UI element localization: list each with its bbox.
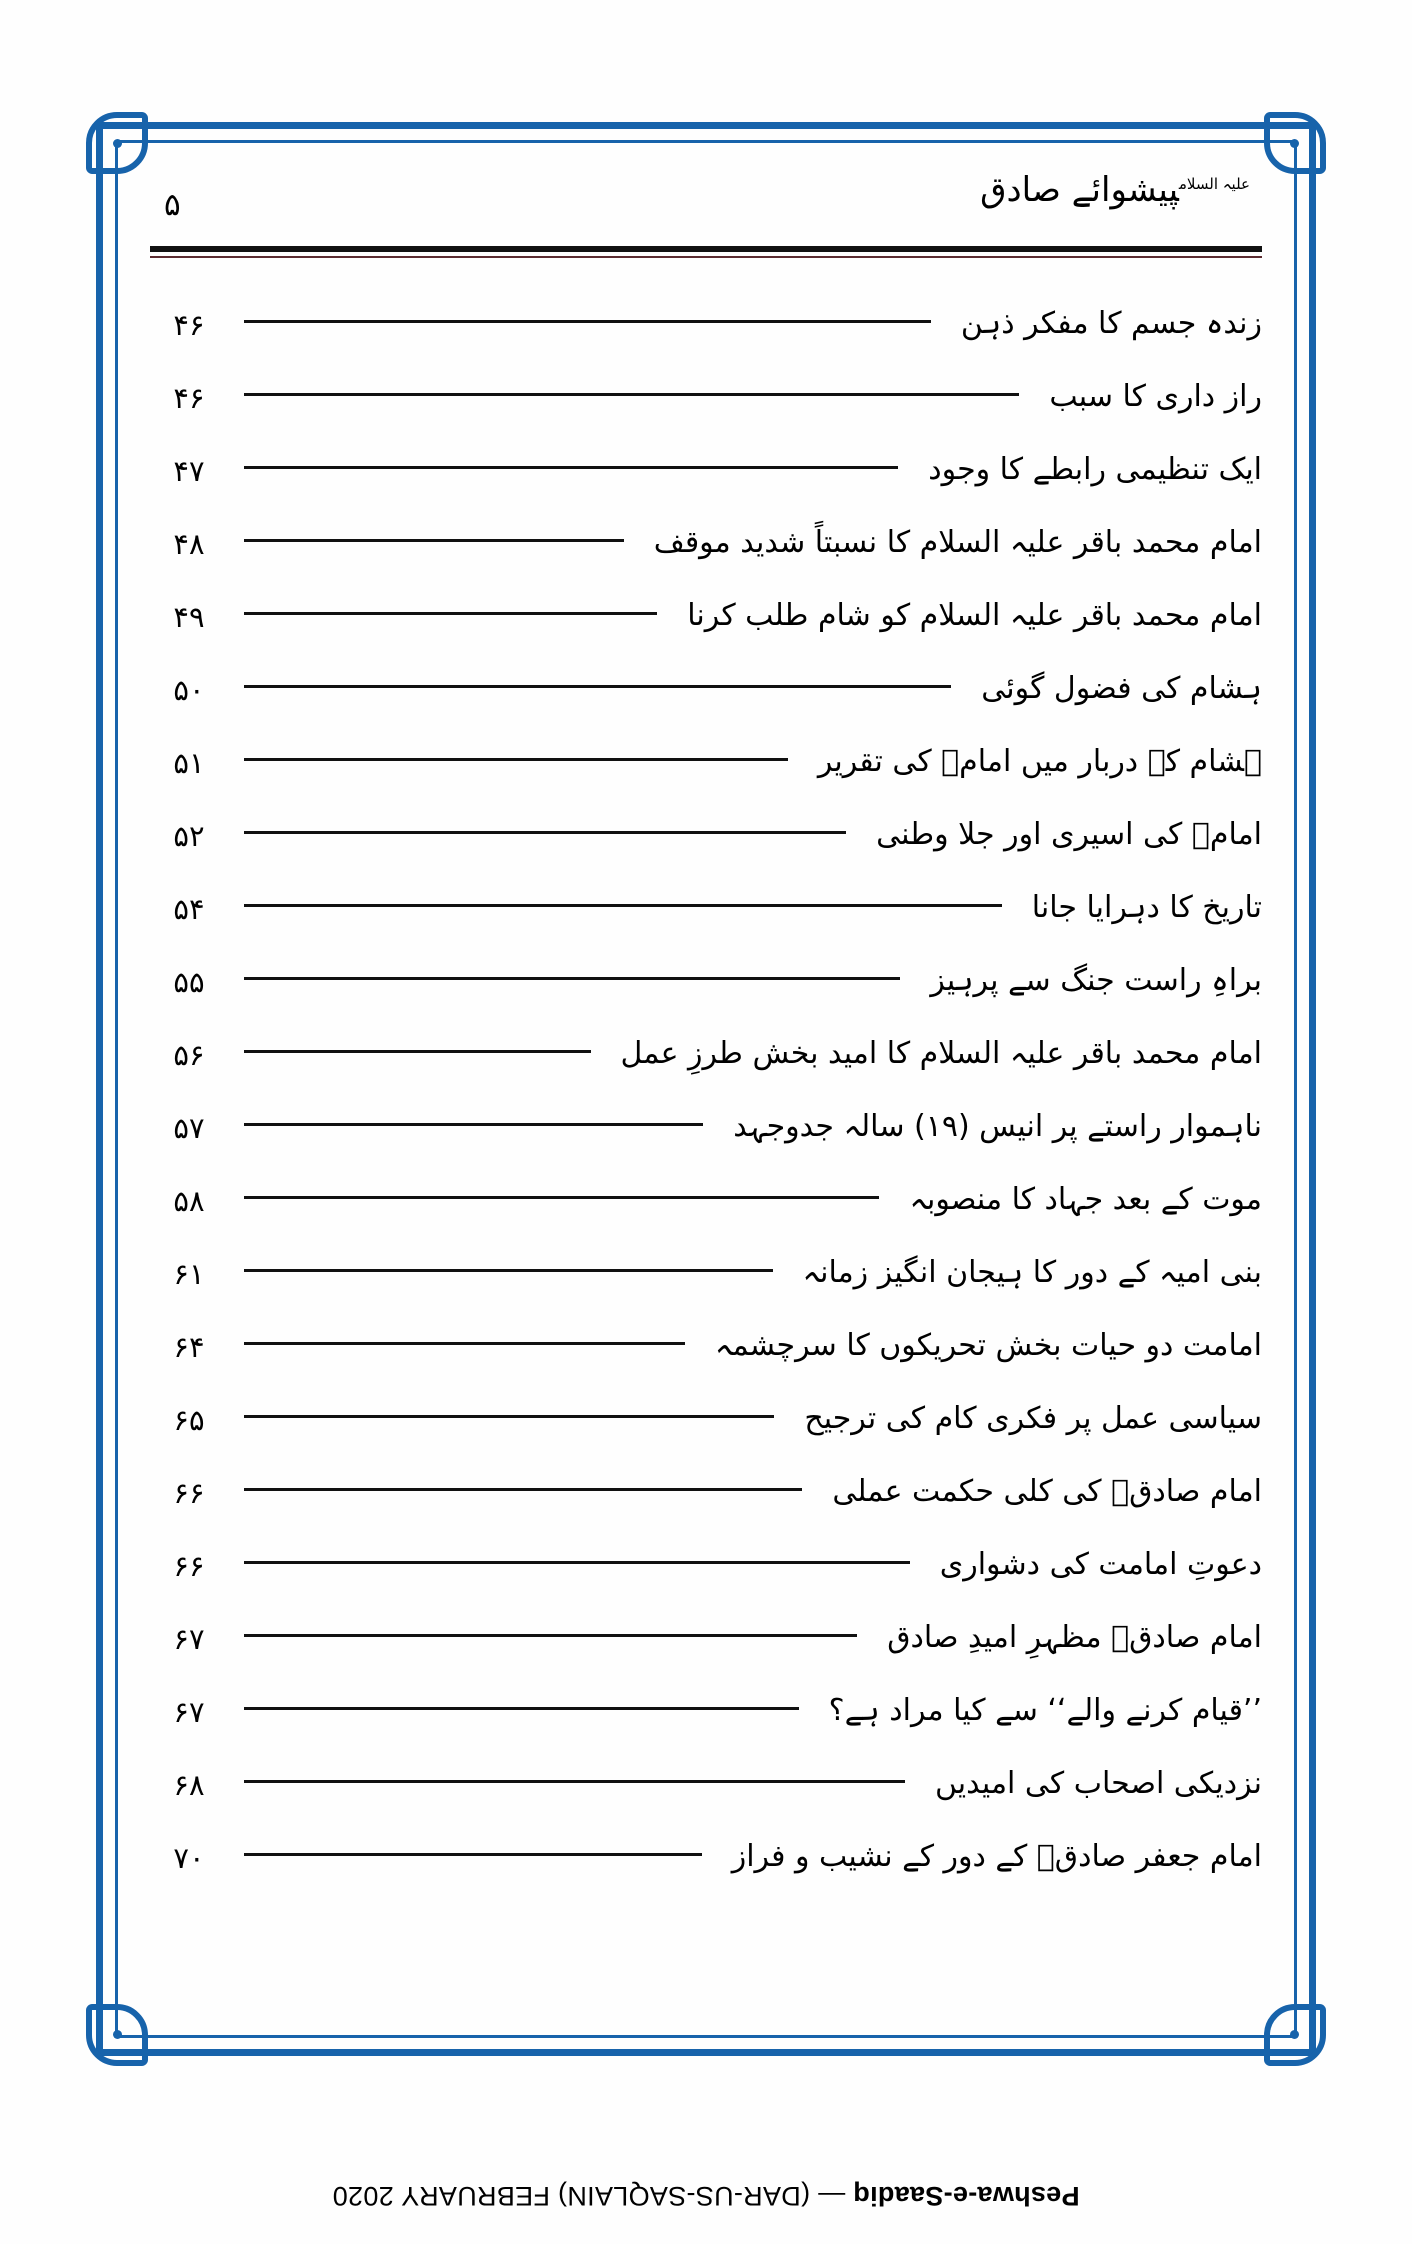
toc-entry[interactable] (150, 799, 1262, 872)
toc-entry[interactable] (150, 1602, 1262, 1675)
toc-leader-line (244, 1634, 857, 1637)
toc-entry-title: امامؑ کی اسیری اور جلا وطنی (876, 817, 1262, 853)
toc-entry-page-number: ۴۶ (173, 380, 205, 415)
toc-entry-title: ’’قیام کرنے والے‘‘ سے کیا مراد ہے؟ (828, 1693, 1262, 1729)
toc-entry-page-number: ۶۵ (173, 1402, 205, 1437)
book-title-text: پیشوائے صادق (980, 170, 1179, 210)
toc-leader-line (244, 1050, 591, 1053)
toc-leader-line (244, 466, 898, 469)
toc-entry[interactable] (150, 1748, 1262, 1821)
honorific-label: علیہ السلام (1178, 174, 1250, 193)
toc-entry-title: امام صادقؑ مظہرِ امیدِ صادق (887, 1620, 1262, 1656)
toc-entry-page-number: ۴۶ (173, 307, 205, 342)
toc-entry-title: بنی امیہ کے دور کا ہیجان انگیز زمانہ (802, 1255, 1262, 1291)
toc-leader-line (244, 977, 900, 980)
footer-separator: — (817, 2181, 846, 2212)
header-rule-thick (150, 246, 1262, 252)
toc-entry-title: سیاسی عمل پر فکری کام کی ترجیح (804, 1401, 1262, 1437)
toc-leader-line (244, 831, 846, 834)
toc-entry-page-number: ۶۸ (173, 1767, 205, 1802)
toc-entry[interactable] (150, 1310, 1262, 1383)
toc-entry[interactable] (150, 1383, 1262, 1456)
toc-leader-line (244, 1707, 799, 1710)
toc-entry[interactable] (150, 1675, 1262, 1748)
toc-entry-title: زندہ جسم کا مفکر ذہن (960, 306, 1262, 342)
corner-ornament-top-left-icon (86, 112, 148, 174)
toc-entry-page-number: ۵۶ (173, 1037, 205, 1072)
toc-entry-title: موت کے بعد جہاد کا منصوبہ (909, 1182, 1262, 1218)
toc-entry[interactable] (150, 653, 1262, 726)
folio-number: ۵ (164, 187, 181, 223)
toc-entry[interactable] (150, 1164, 1262, 1237)
toc-entry[interactable] (150, 872, 1262, 945)
toc-entry-page-number: ۵۴ (173, 891, 205, 926)
toc-entry-page-number: ۵۵ (173, 964, 205, 999)
toc-entry-page-number: ۶۷ (173, 1694, 205, 1729)
toc-entry-page-number: ۴۹ (173, 599, 205, 634)
toc-entry-page-number: ۶۶ (173, 1475, 205, 1510)
toc-leader-line (244, 1488, 802, 1491)
toc-entry-title: ایک تنظیمی رابطے کا وجود (928, 452, 1262, 488)
page-title (980, 169, 1252, 210)
toc-entry-page-number: ۵۷ (173, 1110, 205, 1145)
corner-dot-icon (113, 139, 122, 148)
toc-leader-line (244, 758, 788, 761)
toc-entry-title: امام محمد باقر علیہ السلام کو شام طلب کرنا (687, 598, 1262, 634)
toc-leader-line (244, 539, 624, 542)
toc-entry[interactable] (150, 1018, 1262, 1091)
toc-entry-title: امام صادقؑ کی کلی حکمت عملی (832, 1474, 1262, 1510)
toc-entry[interactable] (150, 1529, 1262, 1602)
toc-entry[interactable] (150, 580, 1262, 653)
footer-text (332, 2181, 1079, 2212)
corner-dot-icon (1290, 2030, 1299, 2039)
toc-entry-page-number: ۶۷ (173, 1621, 205, 1656)
toc-leader-line (244, 1415, 774, 1418)
table-of-contents (150, 288, 1262, 1974)
toc-entry-title: نزدیکی اصحاب کی امیدیں (934, 1766, 1262, 1802)
toc-entry-page-number: ۵۸ (173, 1183, 205, 1218)
footer-publisher: (DAR-US-SAQLAIN) (557, 2181, 811, 2212)
toc-leader-line (244, 612, 657, 615)
toc-entry-page-number: ۴۷ (173, 453, 205, 488)
toc-entry-page-number: ۴۸ (173, 526, 205, 561)
toc-leader-line (244, 1123, 703, 1126)
toc-entry-page-number: ۶۱ (173, 1256, 205, 1291)
toc-entry-title: امام محمد باقر علیہ السلام کا امید بخش طرزِ عمل (620, 1036, 1262, 1072)
toc-entry-title: ناہموار راستے پر انیس (۱۹) سالہ جدوجہد (733, 1109, 1262, 1145)
toc-entry-page-number: ۵۲ (173, 818, 205, 853)
toc-entry[interactable] (150, 507, 1262, 580)
footer-issue: FEBRUARY 2020 (332, 2181, 550, 2212)
toc-entry-title: تاریخ کا دہرایا جانا (1031, 890, 1262, 926)
toc-entry-title: ہشام کے دربار میں امامؑ کی تقریر (817, 744, 1262, 780)
toc-entry-title: امامت دو حیات بخش تحریکوں کا سرچشمہ (714, 1328, 1262, 1364)
toc-entry[interactable] (150, 1821, 1262, 1894)
toc-entry-page-number: ۵۱ (173, 745, 205, 780)
corner-ornament-bottom-right-icon (1264, 2004, 1326, 2066)
toc-leader-line (244, 320, 931, 323)
toc-entry[interactable] (150, 1237, 1262, 1310)
toc-entry-page-number: ۶۴ (173, 1329, 205, 1364)
toc-entry[interactable] (150, 361, 1262, 434)
toc-entry-title: براہِ راست جنگ سے پرہیز (930, 963, 1262, 999)
corner-ornament-bottom-left-icon (86, 2004, 148, 2066)
corner-ornament-top-right-icon (1264, 112, 1326, 174)
toc-leader-line (244, 904, 1002, 907)
footer-book-name: Peshwa-e-Saadiq (853, 2181, 1080, 2212)
toc-leader-line (244, 1561, 910, 1564)
corner-dot-icon (113, 2030, 122, 2039)
toc-entry[interactable] (150, 288, 1262, 361)
toc-leader-line (244, 685, 951, 688)
toc-entry-title: دعوتِ امامت کی دشواری (939, 1547, 1262, 1583)
header-rule-thin (150, 256, 1262, 258)
toc-entry-page-number: ۶۶ (173, 1548, 205, 1583)
toc-entry[interactable] (150, 434, 1262, 507)
toc-entry[interactable] (150, 945, 1262, 1018)
page-footer (0, 2166, 1412, 2226)
toc-entry[interactable] (150, 1091, 1262, 1164)
toc-leader-line (244, 1196, 879, 1199)
toc-leader-line (244, 1269, 773, 1272)
toc-entry-title: امام محمد باقر علیہ السلام کا نسبتاً شدید موقف (653, 525, 1262, 561)
toc-entry[interactable] (150, 1456, 1262, 1529)
toc-leader-line (244, 1780, 905, 1783)
page-header (150, 165, 1262, 237)
toc-entry-page-number: ۵۰ (173, 672, 205, 707)
corner-dot-icon (1290, 139, 1299, 148)
toc-entry-title: امام جعفر صادقؑ کے دور کے نشیب و فراز (731, 1839, 1262, 1875)
toc-leader-line (244, 1342, 685, 1345)
toc-leader-line (244, 1853, 702, 1856)
toc-entry-title: راز داری کا سبب (1049, 379, 1262, 415)
toc-entry-title: ہشام کی فضول گوئی (981, 671, 1262, 707)
toc-leader-line (244, 393, 1019, 396)
toc-entry-page-number: ۷۰ (173, 1840, 205, 1875)
toc-entry[interactable] (150, 726, 1262, 799)
